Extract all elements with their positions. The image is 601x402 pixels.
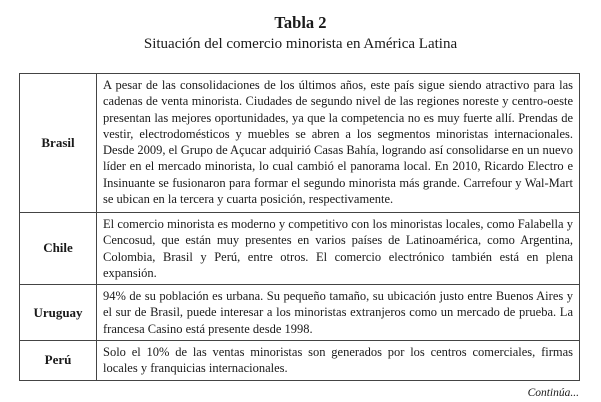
country-cell: Perú xyxy=(20,341,97,381)
table-caption: Situación del comercio minorista en América Latina xyxy=(143,36,458,52)
table-row xyxy=(20,341,580,381)
table-row xyxy=(20,285,580,341)
country-cell: Chile xyxy=(20,213,97,285)
table-row xyxy=(20,213,580,285)
table-row xyxy=(20,74,580,213)
table-number-label: Tabla 2 xyxy=(274,13,327,32)
country-cell: Brasil xyxy=(20,74,97,213)
description-cell: A pesar de las consolidaciones de los últimos años, este país sigue siendo atractivo para las cadenas de venta minorista. Ciudades de segundo nivel de las regiones noreste y centro-oeste presentan las mejores oportunidades, ya que la competencia no es muy fuerte allí. Prendas de vestir, electrodomésticos y muebles se abren a los segmentos minoristas internacionales. Desde 2009, el Grupo de Açucar adquirió Casas Bahía, logrando así consolidarse en un nuevo líder en el mercado minorista, lo cual cambió el panorama local. En 2010, Ricardo Electro e Insinuante se fusionaron para formar el segundo minorista más grande. Carrefour y Wal-Mart se ubican en la tercera y cuarta posición, respectivamente. xyxy=(97,74,580,213)
continuation-note: Continúa... xyxy=(527,387,579,399)
description-cell: El comercio minorista es moderno y competitivo con los minoristas locales, como Falabella y Cencosud, que están muy presentes en varios países de Latinoamérica, como Argentina, Colombia, Brasil y Perú, entre otros. El comercio electrónico también está en plena expansión. xyxy=(97,213,580,285)
country-cell: Uruguay xyxy=(20,285,97,341)
retail-table xyxy=(19,73,580,381)
description-cell: Solo el 10% de las ventas minoristas son generados por los centros comerciales, firmas locales y franquicias internacionales. xyxy=(97,341,580,381)
description-cell: 94% de su población es urbana. Su pequeño tamaño, su ubicación justo entre Buenos Aires y el sur de Brasil, puede interesar a los minoristas extranjeros como un mercado de prueba. La francesa Casino está presente desde 1998. xyxy=(97,285,580,341)
